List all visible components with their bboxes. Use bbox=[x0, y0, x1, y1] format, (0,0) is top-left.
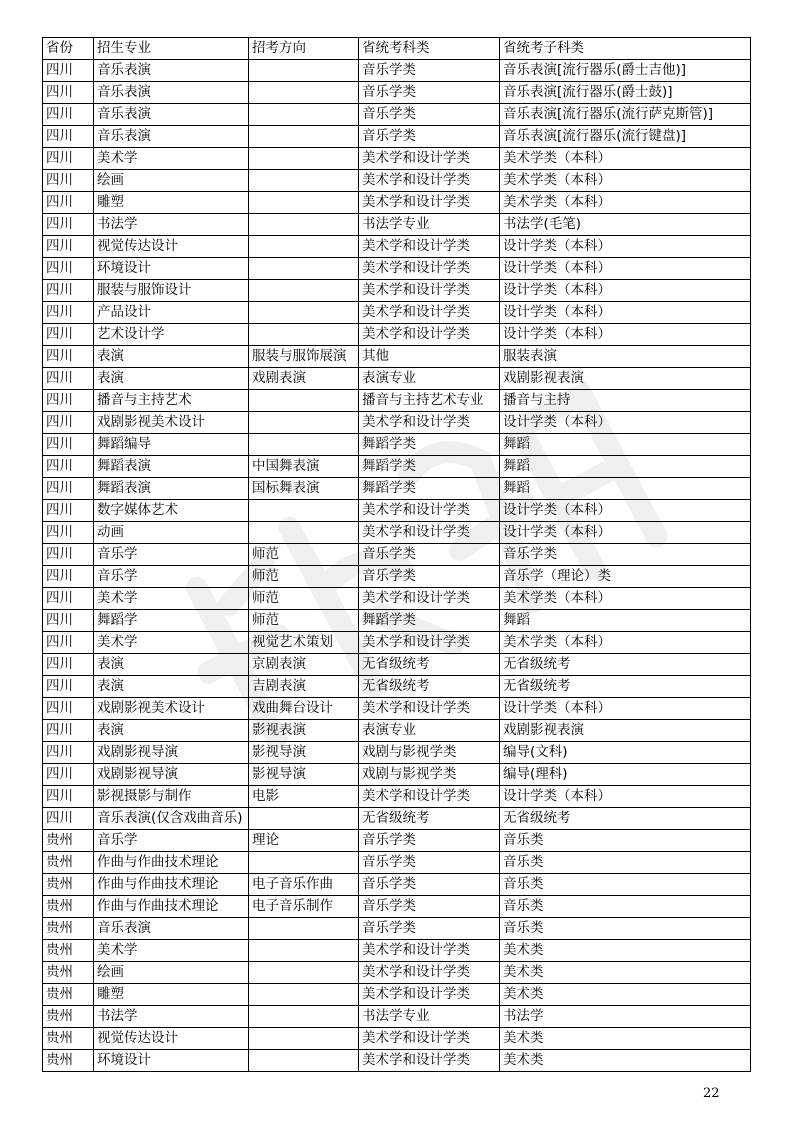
cell-province: 贵州 bbox=[43, 1028, 94, 1050]
cell-exam-category: 美术学和设计学类 bbox=[359, 522, 500, 544]
cell-province: 贵州 bbox=[43, 852, 94, 874]
cell-exam-category: 美术学和设计学类 bbox=[359, 302, 500, 324]
table-row bbox=[43, 368, 751, 390]
cell-province: 贵州 bbox=[43, 962, 94, 984]
cell-province: 四川 bbox=[43, 302, 94, 324]
cell-major: 音乐表演(仅含戏曲音乐) bbox=[94, 808, 249, 830]
header-exam-subcategory: 省统考子科类 bbox=[500, 38, 751, 60]
cell-major: 音乐表演 bbox=[94, 60, 249, 82]
cell-direction bbox=[249, 852, 359, 874]
cell-exam-subcategory: 无省级统考 bbox=[500, 676, 751, 698]
cell-major: 戏剧影视美术设计 bbox=[94, 698, 249, 720]
cell-direction: 师范 bbox=[249, 610, 359, 632]
table-row bbox=[43, 852, 751, 874]
table-row bbox=[43, 104, 751, 126]
cell-exam-category: 舞蹈学类 bbox=[359, 610, 500, 632]
cell-exam-subcategory: 音乐学（理论）类 bbox=[500, 566, 751, 588]
cell-exam-category: 戏剧与影视学类 bbox=[359, 742, 500, 764]
cell-exam-subcategory: 服装表演 bbox=[500, 346, 751, 368]
cell-exam-subcategory: 设计学类（本科） bbox=[500, 412, 751, 434]
cell-major: 书法学 bbox=[94, 1006, 249, 1028]
cell-direction bbox=[249, 500, 359, 522]
cell-direction bbox=[249, 808, 359, 830]
cell-major: 环境设计 bbox=[94, 1050, 249, 1072]
cell-exam-subcategory: 设计学类（本科） bbox=[500, 324, 751, 346]
table-row bbox=[43, 720, 751, 742]
cell-major: 音乐表演 bbox=[94, 918, 249, 940]
cell-direction: 师范 bbox=[249, 588, 359, 610]
cell-exam-subcategory: 书法学(毛笔) bbox=[500, 214, 751, 236]
cell-exam-category: 音乐学类 bbox=[359, 852, 500, 874]
table-row bbox=[43, 654, 751, 676]
cell-major: 播音与主持艺术 bbox=[94, 390, 249, 412]
table-row bbox=[43, 962, 751, 984]
table-row bbox=[43, 522, 751, 544]
cell-province: 四川 bbox=[43, 280, 94, 302]
cell-exam-category: 美术学和设计学类 bbox=[359, 1028, 500, 1050]
cell-direction bbox=[249, 390, 359, 412]
table-row bbox=[43, 1006, 751, 1028]
cell-exam-subcategory: 舞蹈 bbox=[500, 434, 751, 456]
table-row bbox=[43, 588, 751, 610]
cell-major: 表演 bbox=[94, 676, 249, 698]
table-row bbox=[43, 676, 751, 698]
cell-province: 四川 bbox=[43, 654, 94, 676]
cell-major: 美术学 bbox=[94, 940, 249, 962]
table-row bbox=[43, 60, 751, 82]
header-exam-category: 省统考科类 bbox=[359, 38, 500, 60]
cell-direction bbox=[249, 236, 359, 258]
cell-exam-category: 美术学和设计学类 bbox=[359, 192, 500, 214]
cell-province: 四川 bbox=[43, 126, 94, 148]
cell-province: 贵州 bbox=[43, 1050, 94, 1072]
cell-exam-subcategory: 音乐表演[流行器乐(爵士鼓)] bbox=[500, 82, 751, 104]
cell-exam-category: 美术学和设计学类 bbox=[359, 170, 500, 192]
table-row bbox=[43, 764, 751, 786]
cell-major: 雕塑 bbox=[94, 984, 249, 1006]
table-row bbox=[43, 258, 751, 280]
cell-direction: 国标舞表演 bbox=[249, 478, 359, 500]
cell-exam-category: 音乐学类 bbox=[359, 830, 500, 852]
cell-major: 表演 bbox=[94, 368, 249, 390]
cell-exam-subcategory: 音乐类 bbox=[500, 918, 751, 940]
cell-exam-subcategory: 音乐表演[流行器乐(流行键盘)] bbox=[500, 126, 751, 148]
cell-major: 舞蹈表演 bbox=[94, 478, 249, 500]
cell-exam-category: 播音与主持艺术专业 bbox=[359, 390, 500, 412]
cell-province: 四川 bbox=[43, 632, 94, 654]
header-province: 省份 bbox=[43, 38, 94, 60]
cell-exam-category: 美术学和设计学类 bbox=[359, 280, 500, 302]
cell-exam-category: 音乐学类 bbox=[359, 544, 500, 566]
table-row bbox=[43, 324, 751, 346]
cell-major: 戏剧影视导演 bbox=[94, 742, 249, 764]
table-row bbox=[43, 830, 751, 852]
cell-exam-category: 戏剧与影视学类 bbox=[359, 764, 500, 786]
cell-direction bbox=[249, 918, 359, 940]
cell-direction: 影视导演 bbox=[249, 742, 359, 764]
cell-province: 四川 bbox=[43, 566, 94, 588]
cell-exam-subcategory: 美术学类（本科） bbox=[500, 170, 751, 192]
cell-direction bbox=[249, 82, 359, 104]
table-row bbox=[43, 544, 751, 566]
cell-direction bbox=[249, 434, 359, 456]
cell-major: 表演 bbox=[94, 346, 249, 368]
cell-exam-subcategory: 设计学类（本科） bbox=[500, 258, 751, 280]
cell-major: 音乐学 bbox=[94, 830, 249, 852]
table-row bbox=[43, 632, 751, 654]
cell-exam-category: 音乐学类 bbox=[359, 918, 500, 940]
cell-major: 视觉传达设计 bbox=[94, 1028, 249, 1050]
cell-exam-category: 书法学专业 bbox=[359, 214, 500, 236]
cell-province: 四川 bbox=[43, 786, 94, 808]
cell-exam-subcategory: 无省级统考 bbox=[500, 654, 751, 676]
cell-exam-category: 美术学和设计学类 bbox=[359, 148, 500, 170]
cell-exam-subcategory: 美术类 bbox=[500, 940, 751, 962]
cell-province: 四川 bbox=[43, 148, 94, 170]
cell-province: 四川 bbox=[43, 346, 94, 368]
cell-direction: 影视表演 bbox=[249, 720, 359, 742]
cell-exam-category: 美术学和设计学类 bbox=[359, 588, 500, 610]
cell-exam-category: 美术学和设计学类 bbox=[359, 786, 500, 808]
cell-exam-subcategory: 编导(文科) bbox=[500, 742, 751, 764]
cell-province: 四川 bbox=[43, 258, 94, 280]
cell-exam-category: 表演专业 bbox=[359, 720, 500, 742]
cell-exam-category: 音乐学类 bbox=[359, 60, 500, 82]
table-row bbox=[43, 192, 751, 214]
cell-exam-category: 美术学和设计学类 bbox=[359, 940, 500, 962]
cell-direction bbox=[249, 104, 359, 126]
cell-exam-category: 音乐学类 bbox=[359, 82, 500, 104]
cell-direction: 戏曲舞台设计 bbox=[249, 698, 359, 720]
cell-major: 环境设计 bbox=[94, 258, 249, 280]
cell-major: 戏剧影视美术设计 bbox=[94, 412, 249, 434]
cell-direction bbox=[249, 412, 359, 434]
cell-major: 绘画 bbox=[94, 170, 249, 192]
table-row bbox=[43, 984, 751, 1006]
cell-major: 舞蹈编导 bbox=[94, 434, 249, 456]
cell-province: 贵州 bbox=[43, 984, 94, 1006]
cell-exam-category: 美术学和设计学类 bbox=[359, 412, 500, 434]
cell-province: 贵州 bbox=[43, 1006, 94, 1028]
cell-exam-category: 无省级统考 bbox=[359, 654, 500, 676]
cell-direction: 师范 bbox=[249, 544, 359, 566]
cell-province: 四川 bbox=[43, 390, 94, 412]
cell-province: 四川 bbox=[43, 82, 94, 104]
table-row bbox=[43, 390, 751, 412]
cell-major: 音乐表演 bbox=[94, 104, 249, 126]
cell-province: 贵州 bbox=[43, 874, 94, 896]
cell-exam-category: 舞蹈学类 bbox=[359, 478, 500, 500]
cell-exam-category: 音乐学类 bbox=[359, 126, 500, 148]
cell-major: 作曲与作曲技术理论 bbox=[94, 896, 249, 918]
cell-major: 雕塑 bbox=[94, 192, 249, 214]
cell-exam-category: 美术学和设计学类 bbox=[359, 236, 500, 258]
cell-direction: 视觉艺术策划 bbox=[249, 632, 359, 654]
cell-direction bbox=[249, 280, 359, 302]
cell-exam-subcategory: 无省级统考 bbox=[500, 808, 751, 830]
table-row bbox=[43, 918, 751, 940]
cell-exam-subcategory: 美术学类（本科） bbox=[500, 632, 751, 654]
cell-major: 舞蹈学 bbox=[94, 610, 249, 632]
cell-exam-subcategory: 戏剧影视表演 bbox=[500, 720, 751, 742]
cell-direction bbox=[249, 192, 359, 214]
cell-province: 四川 bbox=[43, 412, 94, 434]
cell-exam-subcategory: 戏剧影视表演 bbox=[500, 368, 751, 390]
cell-major: 表演 bbox=[94, 654, 249, 676]
cell-direction: 电影 bbox=[249, 786, 359, 808]
cell-major: 作曲与作曲技术理论 bbox=[94, 874, 249, 896]
header-major: 招生专业 bbox=[94, 38, 249, 60]
cell-exam-subcategory: 设计学类（本科） bbox=[500, 302, 751, 324]
cell-exam-category: 音乐学类 bbox=[359, 896, 500, 918]
cell-province: 四川 bbox=[43, 522, 94, 544]
cell-province: 四川 bbox=[43, 324, 94, 346]
cell-direction bbox=[249, 126, 359, 148]
cell-exam-category: 美术学和设计学类 bbox=[359, 632, 500, 654]
table-row bbox=[43, 610, 751, 632]
cell-direction bbox=[249, 984, 359, 1006]
cell-major: 舞蹈表演 bbox=[94, 456, 249, 478]
cell-major: 服装与服饰设计 bbox=[94, 280, 249, 302]
cell-exam-subcategory: 设计学类（本科） bbox=[500, 698, 751, 720]
cell-direction bbox=[249, 214, 359, 236]
cell-major: 音乐表演 bbox=[94, 82, 249, 104]
table-row bbox=[43, 434, 751, 456]
admissions-table bbox=[42, 37, 751, 1072]
table-body bbox=[43, 38, 751, 1072]
cell-direction: 电子音乐作曲 bbox=[249, 874, 359, 896]
table-row bbox=[43, 478, 751, 500]
cell-major: 美术学 bbox=[94, 588, 249, 610]
cell-exam-subcategory: 音乐类 bbox=[500, 852, 751, 874]
table-header-row bbox=[43, 38, 751, 60]
cell-major: 戏剧影视导演 bbox=[94, 764, 249, 786]
cell-direction bbox=[249, 1050, 359, 1072]
cell-province: 四川 bbox=[43, 170, 94, 192]
cell-exam-subcategory: 音乐类 bbox=[500, 830, 751, 852]
table-row bbox=[43, 500, 751, 522]
table-row bbox=[43, 346, 751, 368]
cell-direction bbox=[249, 940, 359, 962]
cell-major: 艺术设计学 bbox=[94, 324, 249, 346]
cell-exam-subcategory: 音乐类 bbox=[500, 874, 751, 896]
cell-province: 贵州 bbox=[43, 918, 94, 940]
cell-province: 四川 bbox=[43, 60, 94, 82]
cell-exam-subcategory: 美术类 bbox=[500, 962, 751, 984]
cell-exam-category: 音乐学类 bbox=[359, 104, 500, 126]
cell-major: 音乐表演 bbox=[94, 126, 249, 148]
cell-direction: 电子音乐制作 bbox=[249, 896, 359, 918]
cell-province: 四川 bbox=[43, 698, 94, 720]
cell-direction: 师范 bbox=[249, 566, 359, 588]
cell-exam-subcategory: 播音与主持 bbox=[500, 390, 751, 412]
table-row bbox=[43, 148, 751, 170]
table-row bbox=[43, 280, 751, 302]
cell-province: 四川 bbox=[43, 500, 94, 522]
cell-major: 作曲与作曲技术理论 bbox=[94, 852, 249, 874]
cell-exam-subcategory: 舞蹈 bbox=[500, 478, 751, 500]
cell-exam-category: 无省级统考 bbox=[359, 676, 500, 698]
table-row bbox=[43, 170, 751, 192]
cell-exam-subcategory: 舞蹈 bbox=[500, 456, 751, 478]
page-number: 22 bbox=[703, 1086, 720, 1101]
cell-province: 四川 bbox=[43, 434, 94, 456]
cell-major: 书法学 bbox=[94, 214, 249, 236]
table-row bbox=[43, 874, 751, 896]
cell-exam-subcategory: 音乐表演[流行器乐(爵士吉他)] bbox=[500, 60, 751, 82]
cell-direction: 影视导演 bbox=[249, 764, 359, 786]
table-row bbox=[43, 566, 751, 588]
cell-major: 音乐学 bbox=[94, 566, 249, 588]
cell-province: 四川 bbox=[43, 588, 94, 610]
table-row bbox=[43, 214, 751, 236]
cell-exam-category: 美术学和设计学类 bbox=[359, 984, 500, 1006]
table-row bbox=[43, 698, 751, 720]
cell-exam-subcategory: 设计学类（本科） bbox=[500, 522, 751, 544]
cell-exam-category: 其他 bbox=[359, 346, 500, 368]
table-row bbox=[43, 302, 751, 324]
cell-exam-category: 美术学和设计学类 bbox=[359, 324, 500, 346]
cell-major: 产品设计 bbox=[94, 302, 249, 324]
cell-exam-category: 美术学和设计学类 bbox=[359, 1050, 500, 1072]
cell-province: 四川 bbox=[43, 368, 94, 390]
cell-exam-subcategory: 音乐表演[流行器乐(流行萨克斯管)] bbox=[500, 104, 751, 126]
table-row bbox=[43, 742, 751, 764]
cell-direction bbox=[249, 522, 359, 544]
cell-direction bbox=[249, 60, 359, 82]
cell-province: 四川 bbox=[43, 214, 94, 236]
cell-direction bbox=[249, 148, 359, 170]
table-row bbox=[43, 456, 751, 478]
cell-exam-category: 舞蹈学类 bbox=[359, 456, 500, 478]
cell-major: 动画 bbox=[94, 522, 249, 544]
cell-direction bbox=[249, 324, 359, 346]
cell-province: 贵州 bbox=[43, 940, 94, 962]
cell-direction: 服装与服饰展演 bbox=[249, 346, 359, 368]
cell-exam-subcategory: 音乐学类 bbox=[500, 544, 751, 566]
cell-province: 四川 bbox=[43, 236, 94, 258]
cell-direction bbox=[249, 1006, 359, 1028]
cell-major: 表演 bbox=[94, 720, 249, 742]
cell-province: 四川 bbox=[43, 544, 94, 566]
cell-exam-subcategory: 设计学类（本科） bbox=[500, 500, 751, 522]
cell-province: 四川 bbox=[43, 808, 94, 830]
cell-direction bbox=[249, 1028, 359, 1050]
cell-major: 数字媒体艺术 bbox=[94, 500, 249, 522]
table-row bbox=[43, 1050, 751, 1072]
cell-major: 美术学 bbox=[94, 632, 249, 654]
cell-exam-subcategory: 美术类 bbox=[500, 1028, 751, 1050]
cell-exam-subcategory: 音乐类 bbox=[500, 896, 751, 918]
cell-major: 绘画 bbox=[94, 962, 249, 984]
cell-major: 音乐学 bbox=[94, 544, 249, 566]
cell-province: 四川 bbox=[43, 104, 94, 126]
cell-exam-category: 书法学专业 bbox=[359, 1006, 500, 1028]
cell-exam-subcategory: 美术学类（本科） bbox=[500, 148, 751, 170]
table-row bbox=[43, 126, 751, 148]
cell-province: 贵州 bbox=[43, 830, 94, 852]
cell-province: 四川 bbox=[43, 456, 94, 478]
cell-direction bbox=[249, 170, 359, 192]
cell-province: 四川 bbox=[43, 192, 94, 214]
cell-exam-category: 音乐学类 bbox=[359, 874, 500, 896]
header-direction: 招考方向 bbox=[249, 38, 359, 60]
cell-direction: 吉剧表演 bbox=[249, 676, 359, 698]
cell-province: 四川 bbox=[43, 742, 94, 764]
cell-exam-subcategory: 书法学 bbox=[500, 1006, 751, 1028]
table-row bbox=[43, 940, 751, 962]
cell-direction bbox=[249, 962, 359, 984]
cell-exam-category: 无省级统考 bbox=[359, 808, 500, 830]
cell-exam-category: 美术学和设计学类 bbox=[359, 258, 500, 280]
cell-exam-category: 美术学和设计学类 bbox=[359, 962, 500, 984]
table-row bbox=[43, 1028, 751, 1050]
cell-major: 视觉传达设计 bbox=[94, 236, 249, 258]
cell-exam-category: 舞蹈学类 bbox=[359, 434, 500, 456]
cell-exam-subcategory: 舞蹈 bbox=[500, 610, 751, 632]
cell-direction bbox=[249, 258, 359, 280]
cell-exam-category: 音乐学类 bbox=[359, 566, 500, 588]
cell-direction bbox=[249, 302, 359, 324]
table-row bbox=[43, 808, 751, 830]
cell-exam-subcategory: 设计学类（本科） bbox=[500, 280, 751, 302]
cell-direction: 中国舞表演 bbox=[249, 456, 359, 478]
cell-province: 四川 bbox=[43, 610, 94, 632]
cell-province: 四川 bbox=[43, 676, 94, 698]
cell-province: 四川 bbox=[43, 720, 94, 742]
cell-major: 影视摄影与制作 bbox=[94, 786, 249, 808]
cell-exam-subcategory: 设计学类（本科） bbox=[500, 236, 751, 258]
table-row bbox=[43, 412, 751, 434]
cell-exam-category: 美术学和设计学类 bbox=[359, 500, 500, 522]
cell-direction: 戏剧表演 bbox=[249, 368, 359, 390]
cell-exam-category: 表演专业 bbox=[359, 368, 500, 390]
table-row bbox=[43, 236, 751, 258]
cell-major: 美术学 bbox=[94, 148, 249, 170]
cell-exam-category: 美术学和设计学类 bbox=[359, 698, 500, 720]
cell-province: 贵州 bbox=[43, 896, 94, 918]
cell-province: 四川 bbox=[43, 764, 94, 786]
table-row bbox=[43, 82, 751, 104]
table-row bbox=[43, 786, 751, 808]
cell-exam-subcategory: 美术学类（本科） bbox=[500, 192, 751, 214]
cell-province: 四川 bbox=[43, 478, 94, 500]
cell-exam-subcategory: 美术学类（本科） bbox=[500, 588, 751, 610]
table-row bbox=[43, 896, 751, 918]
cell-exam-subcategory: 设计学类（本科） bbox=[500, 786, 751, 808]
cell-exam-subcategory: 美术类 bbox=[500, 984, 751, 1006]
cell-exam-subcategory: 美术类 bbox=[500, 1050, 751, 1072]
cell-exam-subcategory: 编导(理科) bbox=[500, 764, 751, 786]
cell-direction: 京剧表演 bbox=[249, 654, 359, 676]
cell-direction: 理论 bbox=[249, 830, 359, 852]
